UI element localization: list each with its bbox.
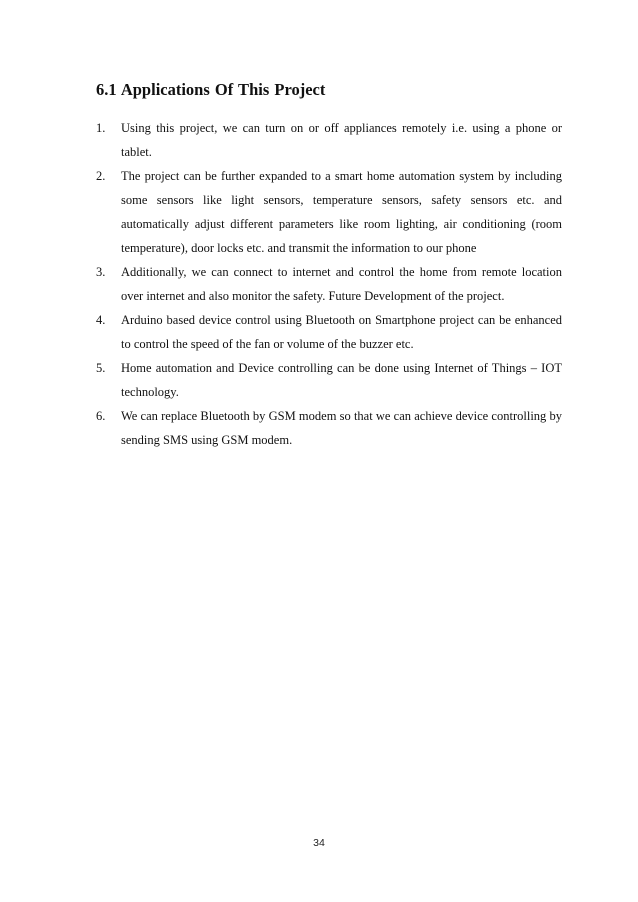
list-item-text: Additionally, we can connect to internet and control the home from remote location over internet and also monitor the safety. Future Development of the project. [121, 265, 562, 303]
list-item-number: 3. [96, 265, 106, 279]
list-item [96, 164, 562, 260]
list-item-text: Arduino based device control using Bluetooth on Smartphone project can be enhanced to control the speed of the fan or volume of the buzzer etc. [121, 313, 562, 351]
section-heading: 6.1 Applications Of This Project [96, 80, 326, 99]
list-item-text: Using this project, we can turn on or off appliances remotely i.e. using a phone or tablet. [121, 121, 562, 159]
list-item-number: 5. [96, 361, 106, 375]
list-item [96, 404, 562, 452]
list-item-number: 4. [96, 313, 106, 327]
list-item [96, 116, 562, 164]
list-item-text: We can replace Bluetooth by GSM modem so that we can achieve device controlling by sending SMS using GSM modem. [121, 409, 562, 447]
list-item [96, 308, 562, 356]
page-number: 34 [313, 837, 325, 849]
list-item-number: 1. [96, 121, 106, 135]
list-item-number: 6. [96, 409, 106, 423]
list-item-number: 2. [96, 169, 106, 183]
applications-list [96, 116, 562, 452]
list-item [96, 260, 562, 308]
list-item-text: Home automation and Device controlling can be done using Internet of Things – IOT technology. [121, 361, 562, 399]
list-item-text: The project can be further expanded to a smart home automation system by including some sensors like light sensors, temperature sensors, safety sensors etc. and automatically adjust different parameters like room lighting, air conditioning (room temperature), door locks etc. and transmit the information to our phone [121, 169, 562, 255]
list-item [96, 356, 562, 404]
